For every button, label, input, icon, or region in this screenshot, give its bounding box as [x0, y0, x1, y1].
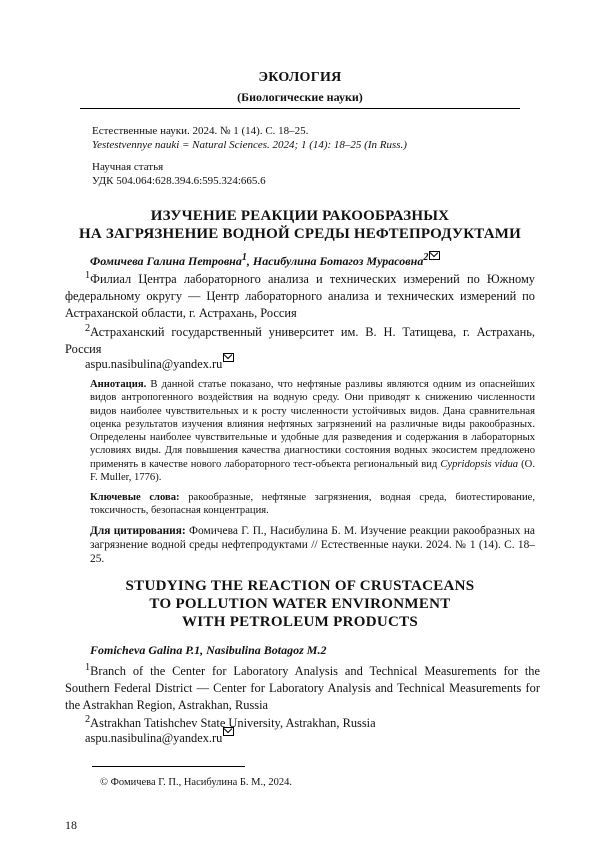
cite-text: Фомичева Г. П., Насибулина Б. М. Изучение реакции ракообразных на загрязнение водной среды нефтепродуктами // Естественные науки. 2024. № 1 (14). С. 18–25.	[90, 525, 535, 565]
author-1: Фомичева Галина Петровна	[90, 254, 242, 268]
page-number: 18	[65, 818, 77, 832]
header-rule	[80, 108, 520, 109]
title-ru	[0, 207, 600, 243]
author-2-sup: 2	[423, 252, 429, 263]
author-2: Насибулина Ботагоз Мурасовна	[252, 254, 424, 268]
email-ru-text: aspu.nasibulina@yandex.ru	[85, 357, 223, 371]
affiliation-ru-1: $^1$Филиал Центра лабораторного анализа и технических измерений по Южному федеральному округу — Центр лабораторного анализа и технических измерений по Астраханской области, г. Астрахань, Россия	[65, 270, 535, 321]
title-en-line-1: STUDYING THE REACTION OF CRUSTACEANS	[125, 578, 475, 594]
authors-en	[90, 643, 326, 658]
section-title: ЭКОЛОГИЯ	[258, 70, 342, 85]
title-en	[0, 577, 600, 631]
footnote-rule	[92, 766, 245, 767]
section-subtitle: (Биологические науки)	[237, 90, 363, 104]
title-en-line-2: TO POLLUTION WATER ENVIRONMENT	[149, 596, 451, 612]
abstract-species: Cypridopsis vidua	[440, 458, 519, 470]
title-ru-line-2: НА ЗАГРЯЗНЕНИЕ ВОДНОЙ СРЕДЫ НЕФТЕПРОДУКТАМИ	[78, 226, 522, 242]
section-header	[0, 70, 600, 105]
cite-label: Для цитирования:	[90, 525, 186, 537]
abstract-label: Аннотация.	[90, 379, 147, 390]
citation-ru: Естественные науки. 2024. № 1 (14). С. 18–25.	[92, 125, 309, 137]
article-type: Научная статья	[92, 161, 164, 173]
affiliation-en-2-sup: 2	[85, 714, 91, 725]
affiliation-ru-1-text: Филиал Центра лабораторного анализа и технических измерений по Южному федеральному округу — Центр лабораторного анализа и технических измерений по Астраханской области, г. Астрахань, Россия	[65, 272, 535, 321]
keywords-ru	[90, 491, 535, 518]
envelope-icon	[223, 353, 234, 362]
envelope-icon	[429, 251, 440, 260]
affiliation-ru-2: $^2$Астраханский государственный университет им. В. Н. Татищева, г. Астрахань, Россия	[65, 323, 535, 357]
abstract-text: В данной статье показано, что нефтяные разливы являются одним из опаснейших видов антропогенного воздействия на водную среду. Они приводят к снижению численности видов наиболее чувствительных и к росту численности устойчивых видов. Дана сравнительная оценка результатов изучения влияния нефтяных загрязнений на различные виды ракообразных. Определены наиболее чувствительные и удобные для разведения и содержания в лабораторных условиях виды. Для повышения качества диагностики состояния водных экосистем предложено применять в качестве нового лабораторного тест-объекта региональный вид	[90, 379, 535, 470]
title-ru-line-1: ИЗУЧЕНИЕ РЕАКЦИИ РАКООБРАЗНЫХ	[150, 208, 450, 224]
abstract-ru	[90, 378, 535, 484]
email-ru	[65, 353, 535, 373]
article-info	[92, 160, 266, 188]
affiliation-ru-2-text: Астраханский государственный университет им. В. Н. Татищева, г. Астрахань, Россия	[65, 325, 535, 357]
citation-block	[92, 124, 407, 152]
abstract-text-end: (O. F. Muller, 1776).	[90, 458, 535, 484]
keywords-label: Ключевые слова:	[90, 492, 180, 503]
affiliation-en-1-text: Branch of the Center for Laboratory Analysis and Technical Measurements for the Southern Federal District — Center for Laboratory Analysis and Technical Measurements for the Astrakhan Region, Astrakhan, Russia	[65, 664, 540, 713]
email-en-text: aspu.nasibulina@yandex.ru	[85, 731, 223, 745]
keywords-text: ракообразные, нефтяные загрязнения, водная среда, биотестирование, токсичность, безопасная концентрация.	[90, 492, 535, 517]
affiliation-en-2-text: Astrakhan Tatishchev State University, Astrakhan, Russia	[90, 716, 376, 731]
envelope-icon	[223, 727, 234, 736]
title-en-line-3: WITH PETROLEUM PRODUCTS	[181, 614, 419, 630]
udc-code: УДК 504.064:628.394.6:595.324:665.6	[92, 175, 266, 187]
affiliation-en-1	[65, 659, 540, 714]
copyright-footnote: © Фомичева Г. П., Насибулина Б. М., 2024.	[100, 777, 292, 788]
author-separator: ,	[246, 254, 253, 268]
citation-en: Yestestvennye nauki = Natural Sciences. 2024; 1 (14): 18–25 (In Russ.)	[92, 139, 407, 151]
email-en	[65, 727, 540, 747]
authors-en-text: Fomicheva Galina P.1, Nasibulina Botagoz M.2	[90, 643, 327, 657]
how-to-cite	[90, 524, 535, 566]
affiliation-en-1-sup: 1	[85, 662, 91, 673]
author-1-sup: 1	[241, 252, 247, 263]
